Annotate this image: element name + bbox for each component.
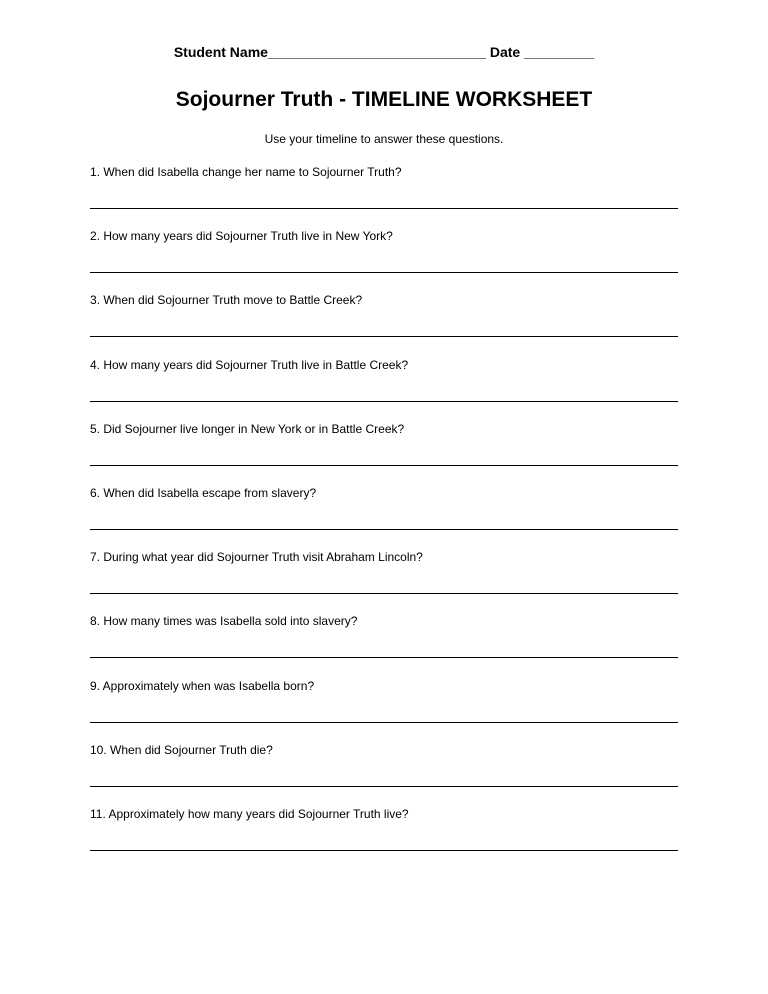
student-info-header <box>0 44 768 60</box>
question-item <box>90 549 678 613</box>
answer-line[interactable] <box>90 786 678 787</box>
question-text: 3. When did Sojourner Truth move to Battle Creek? <box>90 293 363 308</box>
question-item <box>90 357 678 421</box>
answer-line[interactable] <box>90 336 678 337</box>
question-text: 5. Did Sojourner live longer in New York or in Battle Creek? <box>90 421 405 436</box>
question-item <box>90 485 678 549</box>
answer-line[interactable] <box>90 850 678 851</box>
question-item <box>90 228 678 292</box>
question-list <box>90 164 678 870</box>
answer-line[interactable] <box>90 657 678 658</box>
question-item <box>90 742 678 806</box>
student-name-field[interactable]: ____________________________ <box>267 44 486 60</box>
answer-line[interactable] <box>90 401 678 402</box>
question-text: 2. How many years did Sojourner Truth live in New York? <box>90 229 393 244</box>
question-text: 10. When did Sojourner Truth die? <box>90 742 273 757</box>
question-text: 11. Approximately how many years did Sojourner Truth live? <box>90 806 409 821</box>
question-item <box>90 678 678 742</box>
question-item <box>90 421 678 485</box>
question-text: 9. Approximately when was Isabella born? <box>90 678 315 693</box>
date-field[interactable]: _________ <box>524 44 595 60</box>
student-name-label: Student Name <box>173 44 268 60</box>
question-text: 4. How many years did Sojourner Truth live in Battle Creek? <box>90 357 409 372</box>
question-text: 1. When did Isabella change her name to Sojourner Truth? <box>90 165 402 179</box>
answer-line[interactable] <box>90 722 678 723</box>
question-item <box>90 164 678 228</box>
question-text: 8. How many times was Isabella sold into slavery? <box>90 614 358 629</box>
answer-line[interactable] <box>90 465 678 466</box>
answer-line[interactable] <box>90 272 678 273</box>
question-item <box>90 613 678 677</box>
question-item <box>90 806 678 870</box>
answer-line[interactable] <box>90 593 678 594</box>
instructions-text: Use your timeline to answer these questions. <box>264 132 504 146</box>
question-text: 6. When did Isabella escape from slavery? <box>90 485 317 500</box>
answer-line[interactable] <box>90 529 678 530</box>
question-text: 7. During what year did Sojourner Truth visit Abraham Lincoln? <box>90 550 423 565</box>
answer-line[interactable] <box>90 208 678 209</box>
question-item <box>90 292 678 356</box>
date-label: Date <box>489 44 521 60</box>
worksheet-title: Sojourner Truth - TIMELINE WORKSHEET <box>175 88 593 111</box>
